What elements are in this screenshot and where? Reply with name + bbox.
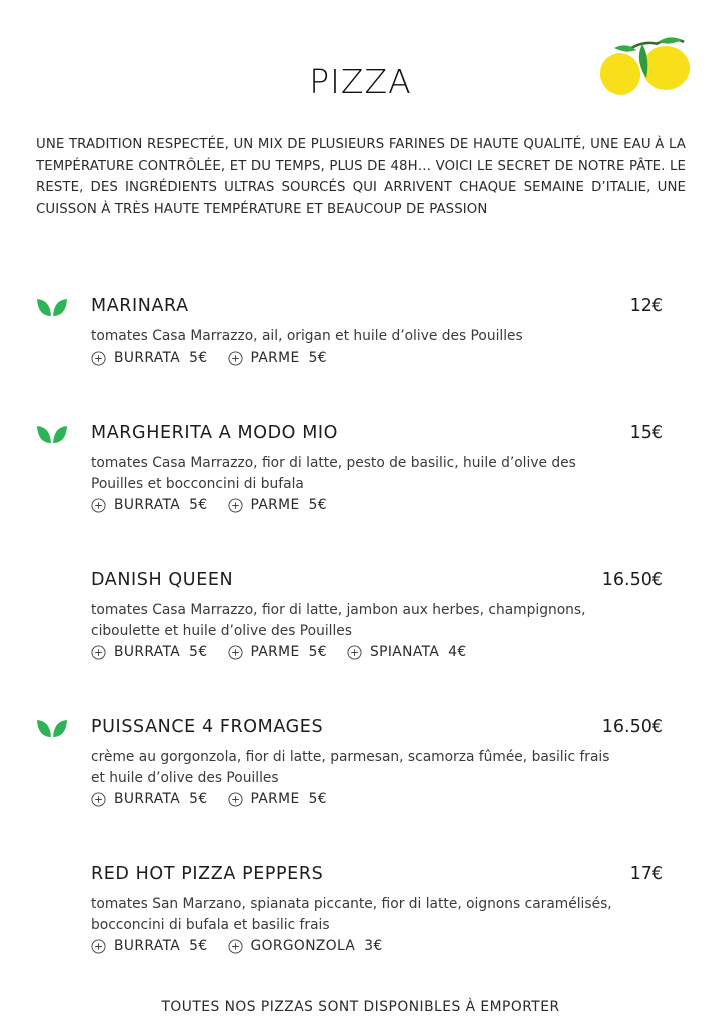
plus-circle-icon (228, 939, 243, 954)
extra-name: PARME (250, 791, 300, 807)
item-name: DANISH QUEEN (91, 570, 234, 590)
plus-circle-icon (91, 792, 106, 807)
leaf-icon (36, 423, 68, 445)
item-name: MARINARA (91, 296, 189, 316)
extras-list (91, 644, 467, 660)
extra-price: 4€ (448, 644, 467, 660)
extra-option-burrata[interactable] (91, 497, 208, 513)
extra-name: PARME (250, 350, 300, 366)
extra-price: 5€ (308, 791, 327, 807)
extra-option-parme[interactable] (228, 791, 327, 807)
item-description: crème au gorgonzola, fior di latte, parmesan, scamorza fûmée, basilic frais et huile d’olive des Pouilles (91, 749, 610, 786)
plus-circle-icon (228, 351, 243, 366)
plus-circle-icon (228, 792, 243, 807)
takeaway-note: TOUTES NOS PIZZAS SONT DISPONIBLES À EMPORTER (161, 999, 560, 1015)
extras-list (91, 497, 327, 513)
extra-option-spianata[interactable] (347, 644, 467, 660)
plus-circle-icon (347, 645, 362, 660)
item-price: 15€ (629, 423, 663, 443)
extra-name: BURRATA (114, 350, 181, 366)
extras-list (91, 938, 383, 954)
extra-name: BURRATA (114, 938, 181, 954)
plus-circle-icon (91, 645, 106, 660)
extra-name: BURRATA (114, 497, 181, 513)
page-title: PIZZA (309, 62, 412, 101)
extra-price: 5€ (189, 791, 208, 807)
item-name: MARGHERITA A MODO MIO (91, 423, 339, 443)
extra-price: 5€ (189, 350, 208, 366)
item-price: 12€ (629, 296, 663, 316)
item-name: PUISSANCE 4 FROMAGES (91, 717, 324, 737)
extra-price: 5€ (308, 644, 327, 660)
extra-option-parme[interactable] (228, 497, 327, 513)
extra-option-parme[interactable] (228, 350, 327, 366)
plus-circle-icon (91, 498, 106, 513)
extra-option-burrata[interactable] (91, 644, 208, 660)
item-description: tomates Casa Marrazzo, fior di latte, jambon aux herbes, champignons, ciboulette et huile d’olive des Pouilles (91, 602, 586, 639)
extra-name: PARME (250, 497, 300, 513)
extra-option-gorgonzola[interactable] (228, 938, 383, 954)
extras-list (91, 350, 327, 366)
extra-price: 5€ (308, 497, 327, 513)
extra-name: GORGONZOLA (250, 938, 356, 954)
extra-option-burrata[interactable] (91, 350, 208, 366)
extra-name: BURRATA (114, 791, 181, 807)
item-name: RED HOT PIZZA PEPPERS (91, 864, 324, 884)
extra-name: SPIANATA (369, 644, 440, 660)
leaf-icon (36, 717, 68, 739)
extra-price: 5€ (189, 497, 208, 513)
item-price: 16.50€ (601, 570, 663, 590)
plus-circle-icon (228, 498, 243, 513)
extra-price: 5€ (308, 350, 327, 366)
item-price: 17€ (629, 864, 663, 884)
item-description: tomates San Marzano, spianata piccante, fior di latte, oignons caramélisés, bocconcini di bufala et basilic frais (91, 896, 612, 933)
plus-circle-icon (228, 645, 243, 660)
leaf-icon (36, 296, 68, 318)
extra-price: 5€ (189, 644, 208, 660)
intro-text: UNE TRADITION RESPECTÉE, UN MIX DE PLUSIEURS FARINES DE HAUTE QUALITÉ, UNE EAU À LA TEMPÉRATURE CONTRÔLÉE, ET DU TEMPS, PLUS DE 48H… VOICI LE SECRET DE NOTRE PÂTE. LE RESTE, DES INGRÉDIENTS ULTRAS SOURCÉS QUI ARRIVENT CHAQUE SEMAINE D’ITALIE, UNE CUISSON À TRÈS HAUTE TEMPÉRATURE ET BEAUCOUP DE PASSION (36, 137, 686, 217)
extra-price: 3€ (364, 938, 383, 954)
extra-price: 5€ (189, 938, 208, 954)
item-description: tomates Casa Marrazzo, ail, origan et huile d’olive des Pouilles (91, 328, 523, 344)
plus-circle-icon (91, 939, 106, 954)
extra-option-burrata[interactable] (91, 938, 208, 954)
extra-name: PARME (250, 644, 300, 660)
plus-circle-icon (91, 351, 106, 366)
item-description: tomates Casa Marrazzo, fior di latte, pesto de basilic, huile d’olive des Pouilles et bocconcini di bufala (91, 455, 576, 492)
extra-name: BURRATA (114, 644, 181, 660)
extra-option-parme[interactable] (228, 644, 327, 660)
extras-list (91, 791, 327, 807)
extra-option-burrata[interactable] (91, 791, 208, 807)
item-price: 16.50€ (601, 717, 663, 737)
